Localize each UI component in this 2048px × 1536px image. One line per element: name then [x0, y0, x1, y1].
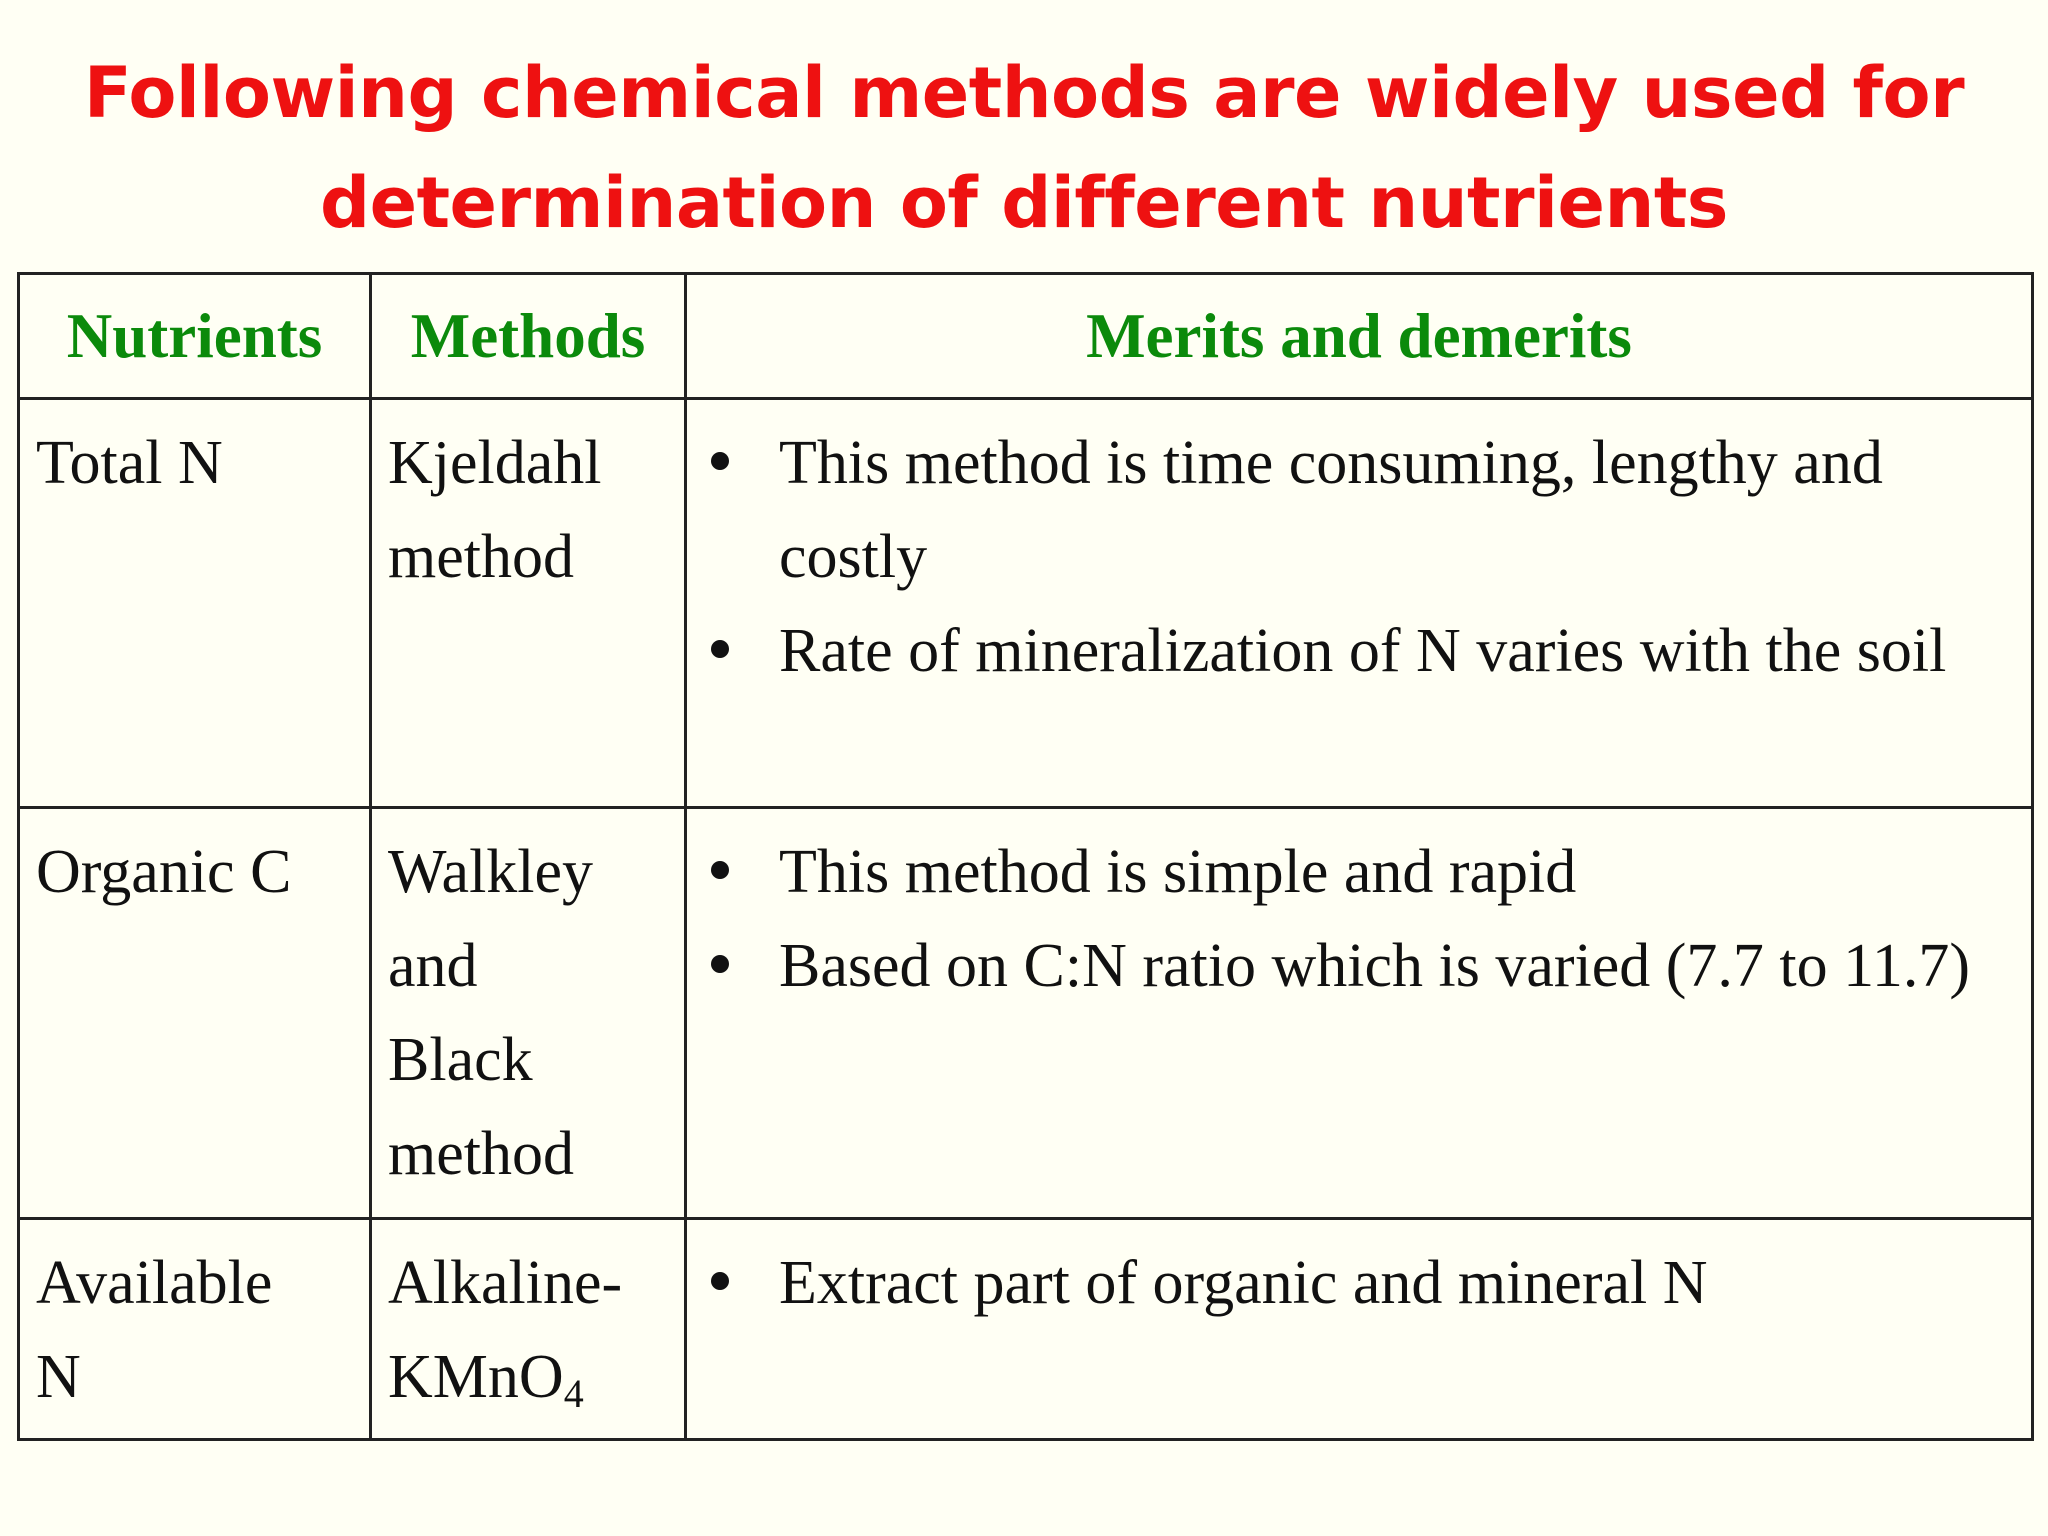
nutrient-cell [19, 399, 371, 808]
method-cell [371, 399, 686, 808]
list-item [687, 416, 2011, 604]
merits-list [687, 1220, 2031, 1330]
merit-text: Based on C:N ratio which is varied (7.7 to 11.7) [779, 932, 1970, 1000]
method-label [372, 1220, 668, 1424]
bullet-icon [711, 452, 729, 470]
method-main: Alkaline-KMnO [388, 1249, 623, 1411]
nutrient-label: Organic C [36, 838, 292, 906]
bullet-icon [711, 955, 729, 973]
title-line-1: Following chemical methods are widely used for [83, 52, 1965, 134]
list-item [687, 1236, 2011, 1330]
merit-text: Extract part of organic and mineral N [779, 1249, 1708, 1317]
header-methods: Methods [371, 274, 686, 399]
merits-cell [686, 808, 2033, 1219]
page-title [0, 38, 2048, 258]
header-nutrients: Nutrients [19, 274, 371, 399]
nutrient-methods-table [17, 272, 2034, 1441]
table-row [19, 808, 2033, 1219]
merits-cell [686, 399, 2033, 808]
bullet-icon [711, 1272, 729, 1290]
bullet-icon [711, 640, 729, 658]
table-header-row [19, 274, 2033, 399]
method-cell [371, 808, 686, 1219]
table-row [19, 399, 2033, 808]
merit-text: This method is simple and rapid [779, 838, 1577, 906]
merits-cell [686, 1219, 2033, 1440]
nutrient-label: Total N [36, 429, 223, 497]
list-item [687, 604, 2011, 698]
method-label: Walkley and Black method [388, 838, 594, 1188]
list-item [687, 825, 2011, 919]
header-merits: Merits and demerits [686, 274, 2033, 399]
nutrient-label: Available N [36, 1249, 273, 1411]
method-subscript: 4 [563, 1371, 584, 1416]
nutrient-cell [19, 808, 371, 1219]
merit-text: Rate of mineralization of N varies with the soil [779, 617, 1947, 685]
method-label: Kjeldahl method [388, 429, 602, 591]
title-line-2: determination of different nutrients [320, 162, 1728, 244]
nutrient-cell [19, 1219, 371, 1440]
bullet-icon [711, 861, 729, 879]
table-row [19, 1219, 2033, 1440]
merits-list [687, 400, 2031, 698]
merits-list [687, 809, 2031, 1013]
list-item [687, 919, 2011, 1013]
method-cell [371, 1219, 686, 1440]
merit-text: This method is time consuming, lengthy and costly [779, 429, 1883, 591]
